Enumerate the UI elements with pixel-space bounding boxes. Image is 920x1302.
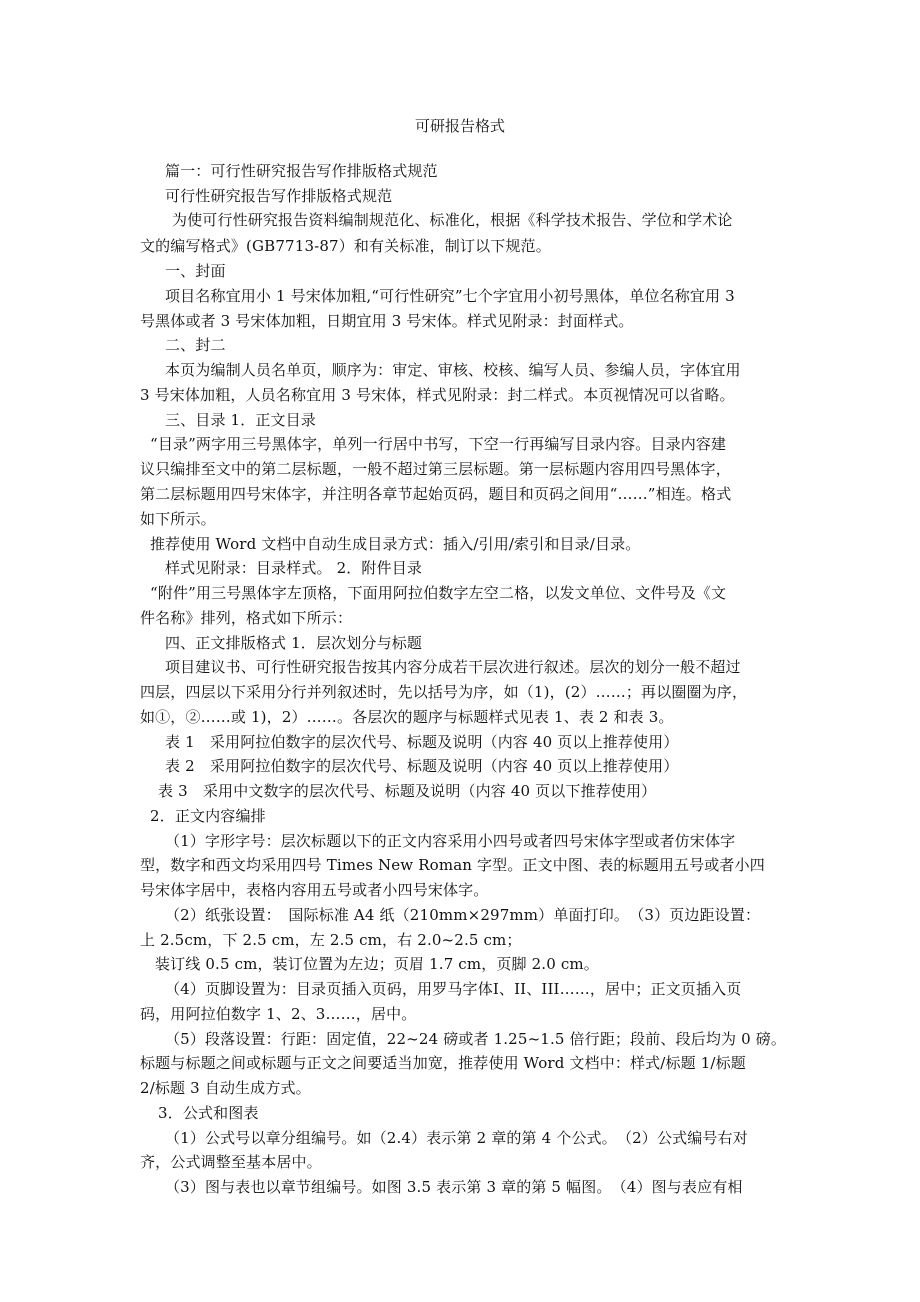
text-line: 2．正文内容编排: [150, 807, 266, 825]
text-line: 可行性研究报告写作排版格式规范: [165, 187, 393, 205]
text-line: 第二层标题用四号宋体字，并注明各章节起始页码，题目和页码之间用“……”相连。格式: [140, 485, 732, 503]
text-line: 3 号宋体加粗，人员名称宜用 3 号宋体，样式见附录：封二样式。本页视情况可以省略。: [140, 386, 735, 404]
text-line: 件名称》排列，格式如下所示：: [140, 609, 353, 627]
text-line: “附件”用三号黑体字左顶格，下面用阿拉伯数字左空二格，以发文单位、文件号及《文: [150, 584, 727, 602]
text-line: 号黑体或者 3 号宋体加粗，日期宜用 3 号宋体。样式见附录：封面样式。: [140, 312, 634, 330]
text-line: 样式见附录：目录样式。 2．附件目录: [165, 559, 423, 577]
text-line: 表 2 采用阿拉伯数字的层次代号、标题及说明（内容 40 页以上推荐使用）: [165, 757, 679, 775]
text-line: 四、正文排版格式 1．层次划分与标题: [165, 634, 423, 652]
text-line: 标题与标题之间或标题与正文之间要适当加宽，推荐使用 Word 文档中：样式/标题 1/标题: [140, 1054, 746, 1072]
text-line: 二、封二: [165, 336, 226, 354]
text-line: 型，数字和西文均采用四号 Times New Roman 字型。正文中图、表的标题用五号或者小四: [140, 856, 765, 874]
text-line: （2）纸张设置： 国际标准 A4 纸（210mm×297mm）单面打印。 （3）页边距设置：: [165, 906, 761, 924]
text-line: 议只编排至文中的第二层标题，一般不超过第三层标题。第一层标题内容用四号黑体字，: [140, 460, 731, 478]
text-line: （1）公式号以章分组编号。如（2.4）表示第 2 章的第 4 个公式。 （2）公式编号右对: [165, 1129, 748, 1147]
text-line: 项目建议书、可行性研究报告按其内容分成若干层次进行叙述。层次的划分一般不超过: [165, 658, 741, 676]
text-line: “目录”两字用三号黑体字，单列一行居中书写，下空一行再编写目录内容。目录内容建: [150, 435, 727, 453]
text-line: 文的编写格式》(GB7713-87）和有关标准，制订以下规范。: [140, 237, 551, 255]
text-line: 推荐使用 Word 文档中自动生成目录方式：插入/引用/索引和目录/目录。: [150, 535, 641, 553]
text-line: （3）图与表也以章节组编号。如图 3.5 表示第 3 章的第 5 幅图。 （4）图与表应有相: [165, 1178, 743, 1196]
text-line: 号宋体字居中，表格内容用五号或者小四号宋体字。: [140, 881, 489, 899]
text-line: 装订线 0.5 cm，装订位置为左边；页眉 1.7 cm，页脚 2.0 cm。: [155, 955, 599, 973]
text-line: 2/标题 3 自动生成方式。: [140, 1079, 311, 1097]
text-line: 3．公式和图表: [158, 1104, 259, 1122]
text-line: （1）字形字号：层次标题以下的正文内容采用小四号或者四号宋体字型或者仿宋体字: [165, 832, 736, 850]
text-line: 上 2.5cm，下 2.5 cm，左 2.5 cm，右 2.0~2.5 cm；: [140, 931, 522, 949]
text-line: 一、封面: [165, 262, 226, 280]
text-line: （5）段落设置：行距：固定值，22~24 磅或者 1.25~1.5 倍行距；段前、段后均为 0 磅。: [165, 1030, 786, 1048]
text-line: 表 3 采用中文数字的层次代号、标题及说明（内容 40 页以下推荐使用）: [158, 782, 657, 800]
text-line: 篇一：可行性研究报告写作排版格式规范: [165, 162, 438, 180]
text-line: 如①，②……或 1)，2）……。各层次的题序与标题样式见表 1、表 2 和表 3。: [140, 708, 674, 726]
text-line: 本页为编制人员名单页，顺序为：审定、审核、校核、编写人员、参编人员，字体宜用: [165, 361, 741, 379]
text-line: 表 1 采用阿拉伯数字的层次代号、标题及说明（内容 40 页以上推荐使用）: [165, 733, 679, 751]
text-line: 如下所示。: [140, 510, 216, 528]
text-line: 四层，四层以下采用分行并列叙述时，先以括号为序，如（1)，(2）……；再以圈圈为序，: [140, 683, 748, 701]
text-line: 码，用阿拉伯数字 1、2、3……，居中。: [140, 1005, 417, 1023]
text-line: （4）页脚设置为：目录页插入页码，用罗马字体I、II、III……，居中；正文页插入页: [165, 980, 742, 998]
text-line: 三、目录 1．正文目录: [165, 411, 316, 429]
text-line: 项目名称宜用小 1 号宋体加粗,“可行性研究”七个字宜用小初号黑体，单位名称宜用 3: [165, 287, 735, 305]
text-line: 为使可行性研究报告资料编制规范化、标准化，根据《科学技术报告、学位和学术论: [172, 211, 733, 229]
page-title: 可研报告格式: [414, 117, 505, 135]
text-line: 齐，公式调整至基本居中。: [140, 1153, 322, 1171]
